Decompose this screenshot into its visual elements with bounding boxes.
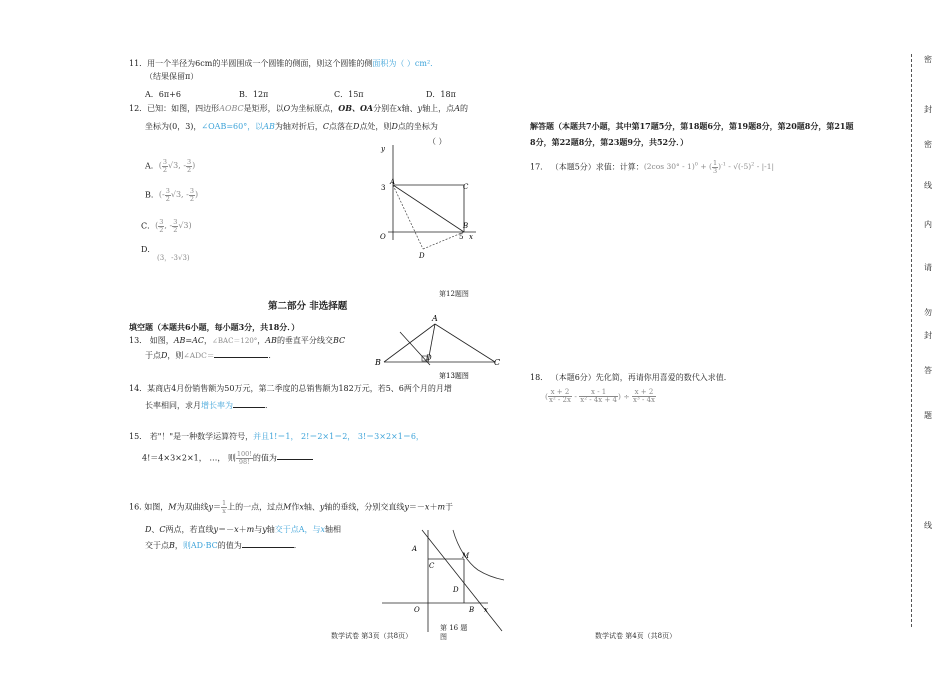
q13-stem-line1: 13． 如图，AB=AC，∠BAC＝120°，AB的垂直平分线交BC (129, 336, 346, 345)
q12-fig-n3: 3 (381, 184, 386, 192)
footer-page-4: 数学试卷 第4页（共8页） (595, 632, 677, 640)
answer-section-header-line2: 8分，第22题8分，第23题9分，共52分．） (530, 137, 689, 147)
q16-stem-line3: 交于点B，则AD·BC的值为 ． (145, 541, 302, 550)
q12-option-c: C．( $\frac{3}{2}$ , - $\frac{3}{2}$ √3) (141, 218, 192, 234)
q16-fig-m: M (462, 552, 470, 560)
seal-char: 密 (924, 140, 932, 149)
q12-figure-caption: 第12题图 (439, 290, 469, 298)
q16-fig-o: O (414, 606, 420, 614)
q16-stem-line2: D、C两点，若直线y＝－x＋m与y轴交于点A，与x轴相 (145, 525, 342, 534)
q12-option-d-value: (3，-3√3) (157, 254, 190, 262)
q16-fig-x: x (484, 606, 488, 614)
seal-char: 内 (924, 220, 932, 229)
q11-option-d: D．18π (426, 90, 456, 99)
seal-char: 密 (924, 55, 932, 64)
q11-stem: 11．用一个半径为6cm的半圆围成一个圆锥的侧面，则这个圆锥的侧面积为（ ）cm²． (129, 59, 439, 68)
answer-section-header-line1: 解答题（本题共7小题，其中第17题5分，第18题6分，第19题8分，第20题8分，第21题 (530, 121, 854, 131)
q16-figure (378, 528, 508, 638)
seal-char: 题 (924, 411, 932, 420)
q11-option-a: A．6π+6 (145, 90, 181, 99)
q15-stem-line2: 4!＝4×3×2×1， …， 则 $\frac{100!}{98!}$ 的值为 (142, 451, 313, 466)
seal-dashed-line (911, 54, 912, 627)
q12-option-b: B．(- $\frac{3}{2}$ √3, - $\frac{3}{2}$ ) (145, 187, 199, 203)
q12-answer-paren: （ ） (428, 137, 447, 146)
q12-option-d: D． (141, 245, 156, 254)
q13-fig-b: B (375, 358, 381, 367)
q12-fig-c: C (463, 183, 469, 191)
q11-option-b: B．12π (239, 90, 269, 99)
q13-figure (370, 310, 510, 385)
q15-stem-line1: 15． 若"！"是一种数学运算符号，并且1!＝1， 2!＝2×1＝2， 3!＝3×2×1＝6， (129, 432, 424, 441)
q12-stem-line2: 坐标为(0，3)，∠OAB=60°，以AB为轴对折后，C点落在D点处，则D点的坐标为 (145, 122, 438, 131)
q18-stem: 18． （本题6分）先化简，再请你用喜爱的数代入求值． (530, 373, 732, 382)
q12-fig-x: x (469, 233, 473, 241)
q12-figure (370, 137, 480, 265)
q13-fig-c: C (494, 358, 501, 367)
q16-fig-d: D (453, 586, 459, 594)
seal-char: 勿 (924, 308, 932, 317)
q16-fig-a: A (412, 545, 418, 553)
part2-title: 第二部分 非选择题 (268, 301, 348, 312)
q13-fig-a: A (432, 314, 438, 323)
q12-fig-o: O (380, 233, 386, 241)
q13-fig-d: D (426, 354, 432, 362)
q16-fig-c: C (429, 562, 435, 570)
q12-fig-b: B (463, 222, 469, 230)
q13-stem-line2: 于点D，则∠ADC＝ ． (145, 351, 277, 360)
q12-option-a: A．( $\frac{3}{2}$ √3, - $\frac{3}{2}$ ) (145, 158, 196, 174)
seal-char: 封 (924, 331, 932, 340)
q16-figure-caption-1: 第 16 题 (440, 624, 468, 632)
footer-page-3: 数学试卷 第3页（共8页） (331, 632, 413, 640)
q17-stem: 17． （本题5分）求值：计算：(2cos 30° - 1)$^0$ + ( $\frac{1}{3}$ )$^{-1} - √(-5)^2 - |-1|$ (530, 159, 774, 175)
q12-fig-y: y (381, 145, 385, 153)
seal-char: 线 (924, 181, 932, 190)
fill-section-header: 填空题（本题共6小题，每小题3分，共18分．） (129, 322, 300, 332)
q11-note: （结果保留π） (145, 72, 199, 81)
q18-expression: ( $\frac{x + 2}{\text{x² - 2x}}$ - $\frac{x - 1}{\text{x² - 4x + 4}}$ ) ÷ $\frac{x + 2}{\text{x³ - 4x}}$ (545, 388, 655, 405)
seal-char: 答 (924, 366, 932, 375)
q12-fig-n5: 5 (459, 233, 464, 241)
seal-char: 请 (924, 263, 932, 272)
q12-fig-a: A (390, 178, 396, 186)
q13-fig-caption: 第13题图 (439, 372, 469, 380)
seal-char: 线 (924, 521, 932, 530)
seal-char: 封 (924, 105, 932, 114)
q12-stem-line1: 12．已知：如图，四边形AOBC是矩形，以O为坐标原点，OB、OA分别在x轴、y轴上，点A的 (129, 103, 468, 113)
q12-fig-d: D (419, 252, 425, 260)
q16-figure-caption-2: 图 (440, 633, 447, 641)
q14-stem-line2: 长率相同，求月增长率为 ． (145, 401, 273, 410)
q16-fig-b: B (469, 606, 475, 614)
q11-option-c: C．15π (334, 90, 364, 99)
q16-stem-line1: 16. 如图，M为双曲线y＝ $\frac{1}{x}$ 上的一点，过点M作x轴、y轴的垂线，分别交直线y＝－x＋m于 (129, 499, 454, 515)
q14-stem-line1: 14．某商店4月份销售额为50万元，第二季度的总销售额为182万元，若5、6两个月的月增 (129, 384, 452, 393)
